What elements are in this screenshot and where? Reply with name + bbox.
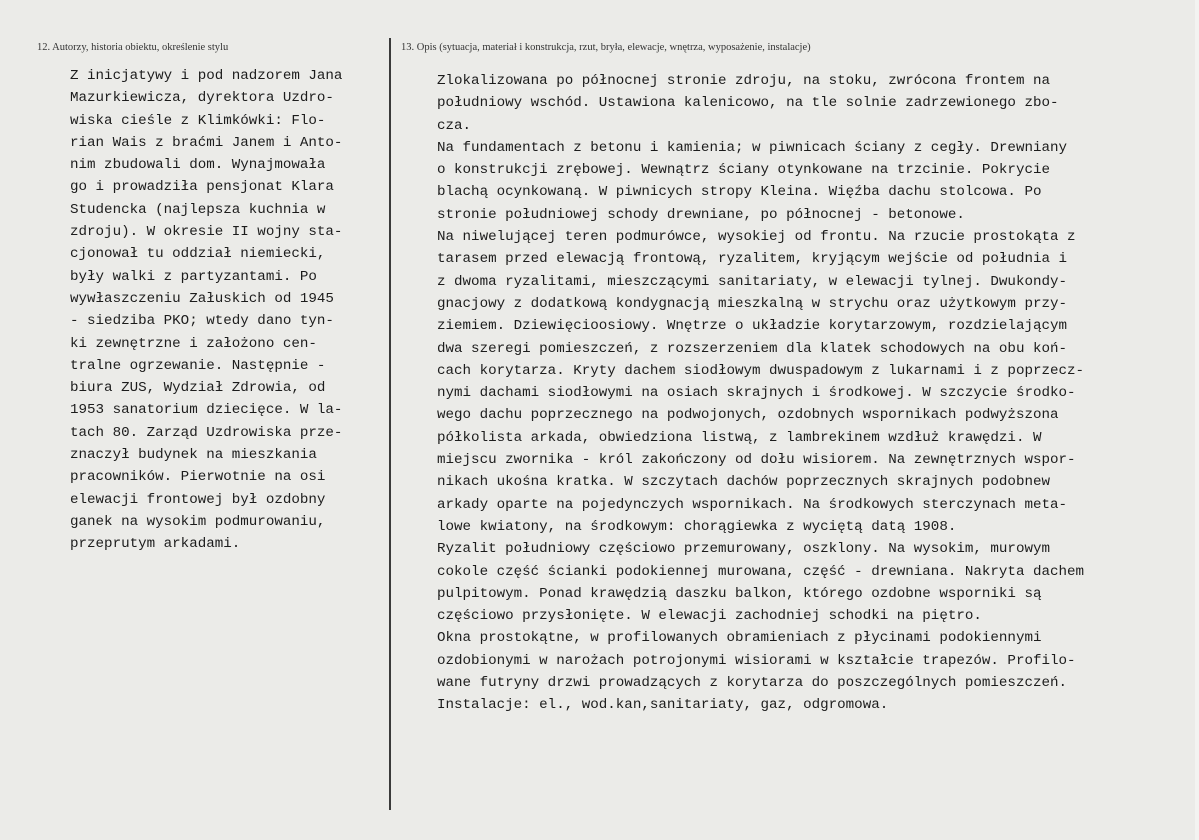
- text-line: Instalacje: el., wod.kan,sanitariaty, gaz, odgromowa.: [437, 697, 889, 714]
- text-line: Okna prostokątne, w profilowanych obramieniach z płycinami podokiennymi: [437, 630, 1042, 647]
- text-line: cjonował tu oddział niemiecki,: [70, 246, 326, 263]
- text-line: pracowników. Pierwotnie na osi: [70, 469, 326, 486]
- text-line: ki zewnętrzne i założono cen-: [70, 335, 317, 352]
- text-line: Zlokalizowana po północnej stronie zdroju, na stoku, zwrócona frontem na: [437, 73, 1050, 89]
- text-line: lowe kwiatony, na środkowym: chorągiewka z wyciętą datą 1908.: [437, 518, 957, 535]
- text-line: przeprutym arkadami.: [70, 536, 241, 553]
- text-line: Mazurkiewicza, dyrektora Uzdro-: [70, 90, 334, 107]
- text-line: tarasem przed elewacją frontową, ryzalitem, kryjącym wejście od południa i: [437, 251, 1068, 268]
- text-line: miejscu zwornika - król zakończony od dołu wisiorem. Na zewnętrznych wspor-: [437, 452, 1076, 469]
- text-line: - siedziba PKO; wtedy dano tyn-: [70, 313, 334, 330]
- text-line: częściowo przysłonięte. W elewacji zachodniej schodki na piętro.: [437, 608, 982, 625]
- text-line: go i prowadziła pensjonat Klara: [70, 179, 334, 196]
- text-line: gnacjowy z dodatkową kondygnacją mieszkalną w strychu oraz użytkowym przy-: [437, 295, 1068, 312]
- text-line: Studencka (najlepsza kuchnia w: [70, 201, 326, 218]
- text-line: ziemiem. Dziewięcioosiowy. Wnętrze o układzie korytarzowym, rozdzielającym: [437, 318, 1068, 335]
- text-line: elewacji frontowej był ozdobny: [70, 491, 326, 508]
- text-line: dwa szeregi pomieszczeń, z rozszerzeniem dla klatek schodowych na obu koń-: [437, 340, 1068, 357]
- text-line: ganek na wysokim podmurowaniu,: [70, 513, 326, 530]
- text-line: tach 80. Zarząd Uzdrowiska prze-: [70, 424, 343, 441]
- section-13-header: 13. Opis (sytuacja, materiał i konstrukcja, rzut, bryła, elewacje, wnętrza, wyposażenie, instalacje): [401, 42, 811, 53]
- text-line: wiska cieśle z Klimkówki: Flo-: [70, 112, 326, 129]
- text-line: o konstrukcji zrębowej. Wewnątrz ściany otynkowane na trzcinie. Pokrycie: [437, 162, 1050, 179]
- text-line: biura ZUS, Wydział Zdrowia, od: [70, 380, 326, 397]
- section-12-header: 12. Autorzy, historia obiektu, określenie stylu: [37, 42, 229, 53]
- text-line: południowy wschód. Ustawiona kalenicowo, na tle solnie zadrzewionego zbo-: [437, 95, 1059, 112]
- text-line: blachą ocynkowaną. W piwnicych stropy Kleina. Więźba dachu stolcowa. Po: [437, 184, 1042, 201]
- text-line: pulpitowym. Ponad krawędzią daszku balkon, którego ozdobne wsporniki są: [437, 585, 1042, 602]
- history-text-column: [70, 65, 342, 556]
- text-line: były walki z partyzantami. Po: [70, 268, 317, 285]
- description-text-column: [437, 70, 1084, 717]
- text-line: wywłaszczeniu Załuskich od 1945: [70, 290, 334, 307]
- text-line: ozdobionymi w narożach potrojonymi wisiorami w kształcie trapezów. Profilo-: [437, 652, 1076, 669]
- text-line: wego dachu poprzecznego na podwojonych, ozdobnych wspornikach podwyższona: [437, 407, 1059, 424]
- text-line: Na niwelującej teren podmurówce, wysokiej od frontu. Na rzucie prostokąta z: [437, 229, 1076, 246]
- text-line: półkolista arkada, obwiedziona listwą, z lambrekinem wzdłuż krawędzi. W: [437, 429, 1042, 446]
- text-line: nim zbudowali dom. Wynajmowała: [70, 157, 326, 174]
- text-line: nikach ukośna kratka. W szczytach dachów poprzecznych skrajnych podobnew: [437, 474, 1050, 491]
- card-edge: [1195, 0, 1199, 840]
- text-line: znaczył budynek na mieszkania: [70, 447, 317, 464]
- text-line: wane futryny drzwi prowadzących z korytarza do poszczególnych pomieszczeń.: [437, 675, 1068, 692]
- text-line: arkady oparte na pojedynczych wspornikach. Na środkowych sterczynach meta-: [437, 496, 1068, 513]
- text-line: Na fundamentach z betonu i kamienia; w piwnicach ściany z cegły. Drewniany: [437, 139, 1068, 156]
- text-line: zdroju). W okresie II wojny sta-: [70, 224, 343, 241]
- column-divider: [389, 38, 391, 810]
- text-line: Ryzalit południowy częściowo przemurowany, oszklony. Na wysokim, murowym: [437, 541, 1050, 558]
- text-line: tralne ogrzewanie. Następnie -: [70, 357, 326, 374]
- text-line: Z inicjatywy i pod nadzorem Jana: [70, 68, 343, 84]
- text-line: stronie południowej schody drewniane, po północnej - betonowe.: [437, 206, 965, 223]
- text-line: nymi dachami siodłowymi na osiach skrajnych i środkowej. W szczycie środko-: [437, 385, 1076, 402]
- text-line: rian Wais z braćmi Janem i Anto-: [70, 134, 343, 151]
- text-line: cza.: [437, 117, 472, 134]
- text-line: cokole część ścianki podokiennej murowana, część - drewniana. Nakryta dachem: [437, 563, 1085, 580]
- text-line: cach korytarza. Kryty dachem siodłowym dwuspadowym z lukarnami i z poprzecz-: [437, 362, 1085, 379]
- text-line: z dwoma ryzalitami, mieszczącymi sanitariaty, w elewacji tylnej. Dwukondy-: [437, 273, 1068, 290]
- text-line: 1953 sanatorium dziecięce. W la-: [70, 402, 343, 419]
